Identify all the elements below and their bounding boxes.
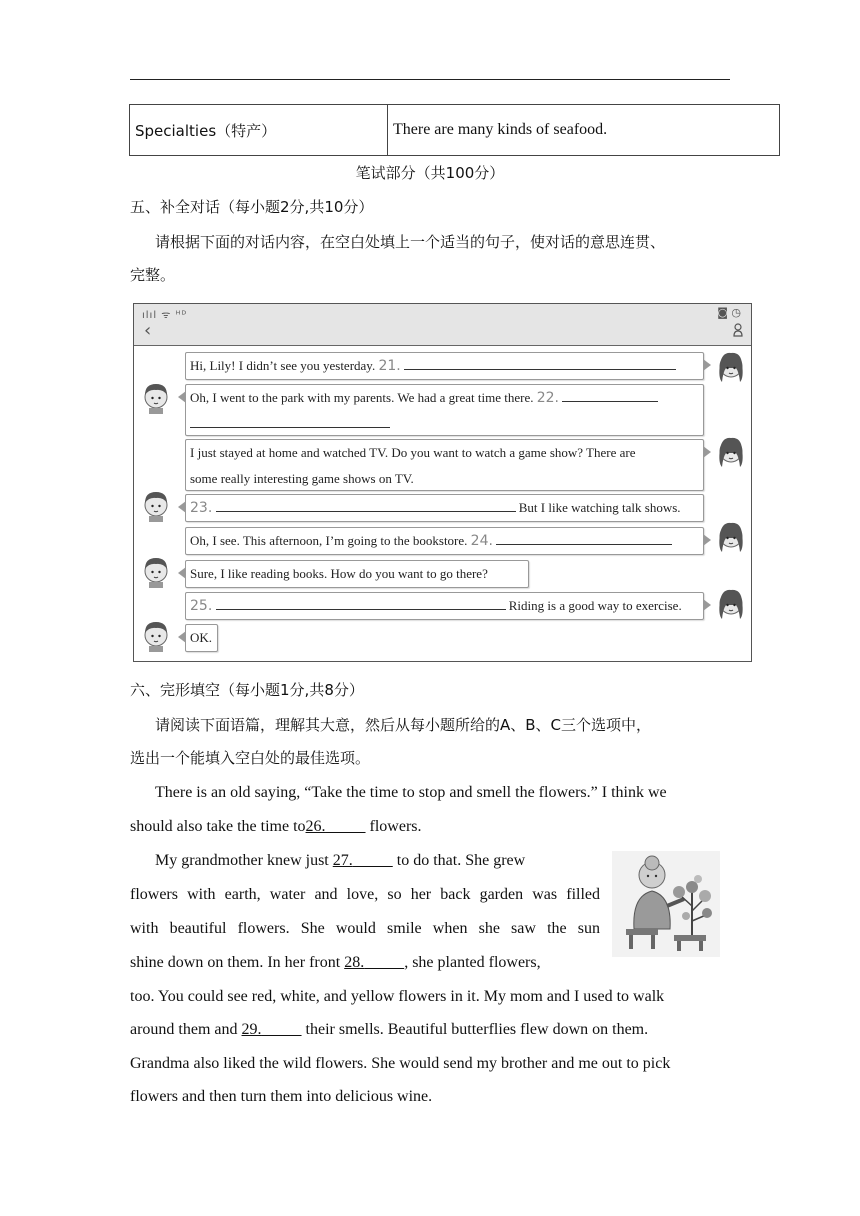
table-cell-value: There are many kinds of seafood. — [393, 121, 608, 138]
section6-heading: 六、完形填空（每小题1分,共8分） — [130, 681, 364, 699]
passage-line-27: My grandmother knew just 27. to do that. She grew — [155, 852, 526, 869]
table-cell-label: Specialties（特产） — [130, 105, 388, 155]
chat-bubble-game-show: I just stayed at home and watched TV. Do you want to watch a game show? There are some really interesting game shows on TV. — [185, 439, 704, 491]
chat-bubble-23: 23. But I like watching talk shows. — [185, 494, 704, 522]
passage-line-26: should also take the time to26. flowers. — [130, 818, 422, 835]
header-rule — [130, 79, 730, 80]
blank-29: 29. — [241, 1021, 262, 1038]
passage-line: Grandma also liked the wild flowers. She would send my brother and me out to pick — [130, 1055, 671, 1072]
status-icons: ◙ ◷ — [717, 306, 741, 319]
chat-bubble-24: Oh, I see. This afternoon, I’m going to the bookstore. 24. — [185, 527, 704, 555]
written-part-title: 笔试部分（共100分） — [355, 164, 505, 182]
blank-27: 27. — [332, 852, 353, 869]
lily-avatar — [714, 587, 748, 623]
section6-instruction-1: 请阅读下面语篇，理解其大意，然后从每小题所给的A、B、C三个选项中， — [155, 716, 652, 734]
chat-screenshot — [133, 303, 752, 662]
passage-line: flowers and then turn them into delicious wine. — [130, 1088, 433, 1105]
chat-bubble-22: Oh, I went to the park with my parents. We had a great time there. 22. — [185, 384, 704, 436]
passage-line-29: around them and 29. their smells. Beautiful butterflies flew down on them. — [130, 1021, 649, 1038]
passage-line: too. You could see red, white, and yellow flowers in it. My mom and I used to walk — [130, 988, 665, 1005]
boy-avatar — [139, 617, 173, 653]
boy-avatar — [139, 553, 173, 589]
signal-wifi-icon: ılıl ᯤ ᴴᴰ — [142, 310, 188, 321]
boy-avatar — [139, 487, 173, 523]
section6-instruction-2: 选出一个能填入空白处的最佳选项。 — [130, 749, 371, 767]
lily-avatar — [714, 435, 748, 471]
section5-heading: 五、补全对话（每小题2分,共10分） — [130, 198, 374, 216]
boy-avatar — [139, 379, 173, 415]
grandmother-gardening-illustration — [612, 851, 720, 957]
blank-26: 26. — [305, 818, 326, 835]
lily-avatar — [714, 350, 748, 386]
chat-bubble-21: Hi, Lily! I didn’t see you yesterday. 21. — [185, 352, 704, 380]
passage-line: with beautiful flowers. She would smile when she saw the sun — [130, 920, 600, 937]
section5-instruction-2: 完整。 — [130, 266, 176, 284]
lily-avatar — [714, 520, 748, 556]
chat-bubble-ok: OK. — [185, 624, 218, 652]
passage-line: flowers with earth, water and love, so her back garden was filled — [130, 886, 600, 903]
passage-line-28: shine down on them. In her front 28. , she planted flowers, — [130, 954, 541, 971]
passage-line: There is an old saying, “Take the time to stop and smell the flowers.” I think we — [155, 784, 667, 801]
blank-28: 28. — [344, 954, 365, 971]
person-icon — [733, 323, 743, 337]
chat-bubble-bookstore-reply: Sure, I like reading books. How do you want to go there? — [185, 560, 529, 588]
back-arrow-icon: ‹ — [144, 320, 152, 341]
chat-bubble-25: 25. Riding is a good way to exercise. — [185, 592, 704, 620]
section5-instruction-1: 请根据下面的对话内容，在空白处填上一个适当的句子，使对话的意思连贯、 — [155, 233, 666, 251]
phone-header — [134, 304, 751, 346]
specialties-table — [129, 104, 780, 156]
